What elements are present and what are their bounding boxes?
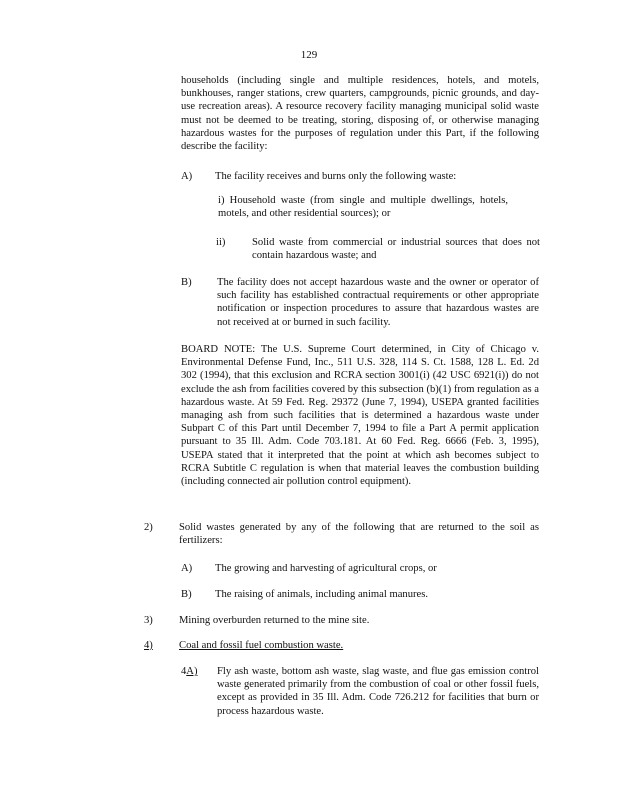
item-4a-label-number: 4 [181,666,187,677]
item-2b-text: The raising of animals, including animal manures. [215,589,428,600]
item-2a-label: A) [181,563,193,574]
item-a-text: The facility receives and burns only the following waste: [215,171,457,182]
item-b-text: The facility does not accept hazardous waste and the owner or operator of such facility has established contractual requirements or other appropriate notification or inspection procedures to assure that hazardous wastes are not received at or burned in such facility. [217,277,539,328]
item-b-label: B) [181,277,192,288]
item-2a-text: The growing and harvesting of agricultural crops, or [215,563,437,574]
item-3-text: Mining overburden returned to the mine site. [179,615,370,626]
item-4a-label [181,665,197,678]
page-number: 129 [300,49,318,61]
item-2-text: Solid wastes generated by any of the following that are returned to the soil as fertilizers: [179,522,539,547]
item-2b-label: B) [181,589,192,600]
item-3-label: 3) [144,615,153,626]
item-2-label: 2) [144,522,153,533]
board-note: BOARD NOTE: The U.S. Supreme Court determined, in City of Chicago v. Environmental Defense Fund, Inc., 511 U.S. 328, 114 S. Ct. 1588, 128 L. Ed. 2d 302 (1994), that this exclusion and RCRA section 3001(i) (42 USC 6921(i)) do not exclude the ash from facilities covered by this subsection (b)(1) from regulation as a hazardous waste. At 59 Fed. Reg. 29372 (June 7, 1994), USEPA granted facilities managing ash from such facilities that is determined a hazardous waste under Subpart C of this Part until December 7, 1994 to file a Part A permit application pursuant to 35 Ill. Adm. Code 703.181. At 60 Fed. Reg. 6666 (Feb. 3, 1995), USEPA stated that it interpreted that the point at which ash becomes subject to RCRA Subtitle C regulation is when that material leaves the combustion building (including connected air pollution control equipment). [181,344,539,488]
sub-item-ii-text: Solid waste from commercial or industrial sources that does not contain hazardous waste; and [252,237,540,262]
intro-paragraph: households (including single and multiple residences, hotels, and motels, bunkhouses, ranger stations, crew quarters, campgrounds, picnic grounds, and day-use recreation areas). A resource recovery facility managing municipal solid waste must not be deemed to be treating, storing, disposing of, or otherwise managing hazardous wastes for the purposes of regulation under this Part, if the following describe the facility: [181,75,539,153]
item-4-underlined-text: Coal and fossil fuel combustion waste. [179,640,344,651]
item-4-text [179,639,479,652]
sub-item-ii-label: ii) [216,237,226,248]
sub-item-i: i) Household waste (from single and multiple dwellings, hotels, motels, and other residential sources); or [218,195,508,220]
item-4a-text: Fly ash waste, bottom ash waste, slag waste, and flue gas emission control waste generated primarily from the combustion of coal or other fossil fuels, except as provided in 35 Ill. Adm. Code 726.212 for facilities that burn or process hazardous waste. [217,666,539,717]
item-4-label: 4) [144,640,153,651]
item-4a-label-letter: A) [186,666,198,677]
item-a-label: A) [181,171,193,182]
